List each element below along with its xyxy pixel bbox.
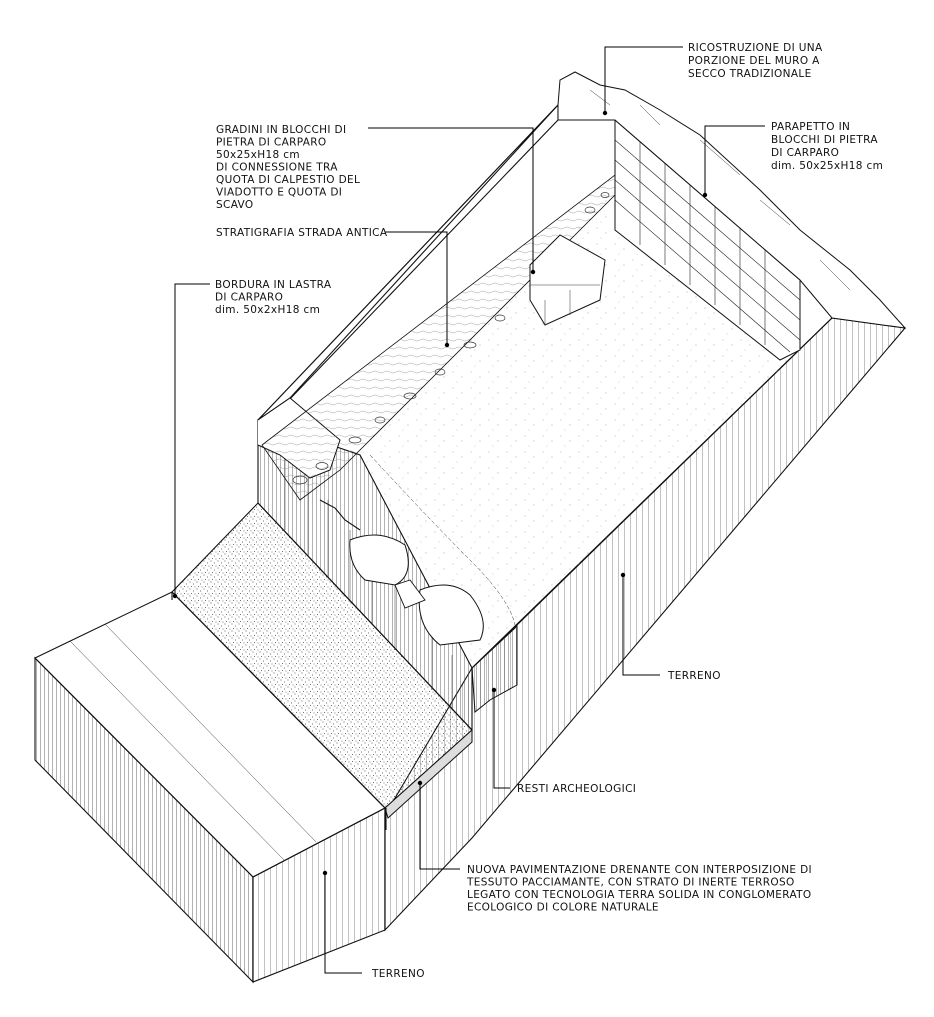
label-parapetto: PARAPETTO IN BLOCCHI DI PIETRA DI CARPARO dim. 50x25xH18 cm	[771, 121, 884, 172]
label-stratigrafia: STRATIGRAFIA STRADA ANTICA	[216, 227, 388, 239]
leader-gradini	[368, 128, 533, 272]
label-gradini: GRADINI IN BLOCCHI DI PIETRA DI CARPARO 50x25xH18 cm DI CONNESSIONE TRA QUOTA DI CALPESTIO DEL VIADOTTO E QUOTA DI SCAVO	[216, 124, 361, 211]
label-bordura: BORDURA IN LASTRA DI CARPARO dim. 50x2xH18 cm	[215, 279, 332, 316]
label-ricostruzione: RICOSTRUZIONE DI UNA PORZIONE DEL MURO A SECCO TRADIZIONALE	[688, 42, 823, 80]
label-pavimentazione: NUOVA PAVIMENTAZIONE DRENANTE CON INTERPOSIZIONE DI TESSUTO PACCIAMANTE, CON STRATO DI INERTE TERROSO LEGATO CON TECNOLOGIA TERRA SOLIDA IN CONGLOMERATO ECOLOGICO DI COLORE NATURALE	[467, 864, 812, 914]
label-terreno-right: TERRENO	[668, 670, 721, 682]
leader-bordura	[175, 284, 210, 596]
label-terreno-bottom: TERRENO	[372, 968, 425, 980]
label-resti: RESTI ARCHEOLOGICI	[517, 783, 637, 795]
